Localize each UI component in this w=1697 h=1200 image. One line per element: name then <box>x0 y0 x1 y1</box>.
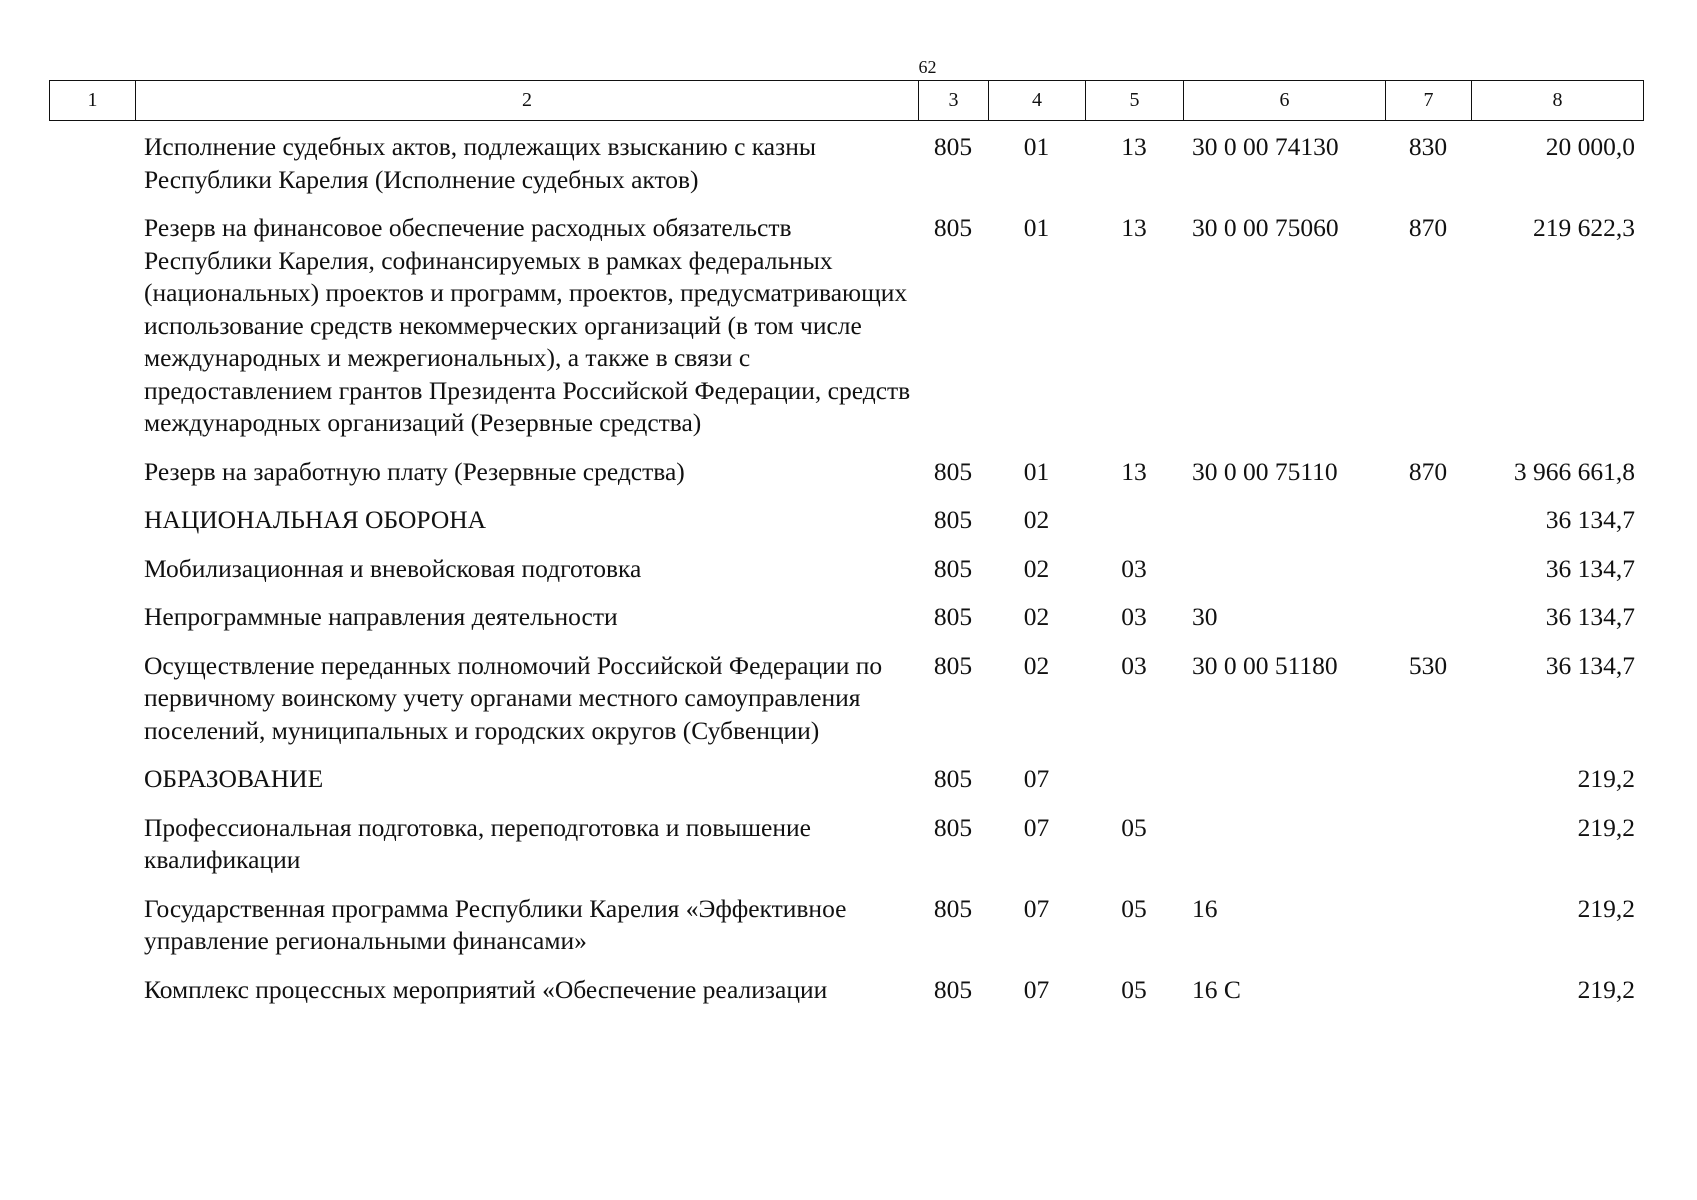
row-target-article <box>1183 812 1385 893</box>
row-subsection-code: 03 <box>1121 602 1147 631</box>
row-amount: 219,2 <box>1577 893 1635 923</box>
row-amount: 20 000,0 <box>1545 132 1635 161</box>
row-amount: 219,2 <box>1577 974 1635 1004</box>
row-section-code: 01 <box>1023 132 1050 161</box>
header-col-6: 6 <box>1184 81 1386 121</box>
row-name: Осуществление переданных полномочий Российской Федерации по первичному воинскому учету органами местного самоуправления поселений, муниципальных и городских округов (Субвенции) <box>144 650 883 745</box>
table-row <box>49 974 1643 1023</box>
row-target-article: 30 0 00 51180 <box>1192 650 1338 680</box>
header-col-3: 3 <box>919 81 989 121</box>
row-subsection-code: 05 <box>1121 893 1147 923</box>
row-subsection-code <box>1085 504 1183 553</box>
row-target-article: 30 0 00 75110 <box>1192 456 1338 486</box>
table-row <box>49 650 1643 764</box>
row-expense-type <box>1385 812 1471 893</box>
row-section-code: 07 <box>1023 974 1050 1004</box>
row-amount: 36 134,7 <box>1545 650 1635 680</box>
row-admin-code: 805 <box>933 650 973 680</box>
row-subsection-code: 03 <box>1121 553 1147 583</box>
row-subsection-code: 03 <box>1121 650 1147 680</box>
table-row <box>49 131 1643 212</box>
row-subsection-code <box>1085 763 1183 812</box>
row-target-article <box>1183 763 1385 812</box>
row-admin-code: 805 <box>933 213 973 242</box>
row-section-code: 02 <box>1023 650 1050 680</box>
row-target-article: 16 <box>1192 893 1218 923</box>
row-section-code: 07 <box>1023 893 1050 923</box>
header-col-8: 8 <box>1472 81 1644 121</box>
row-subsection-code: 13 <box>1121 456 1147 486</box>
row-amount: 219,2 <box>1577 764 1635 793</box>
row-name: Мобилизационная и вневойсковая подготовка <box>144 553 642 583</box>
row-admin-code: 805 <box>933 893 973 923</box>
page-number: 62 <box>918 57 937 77</box>
row-name: Непрограммные направления деятельности <box>144 602 618 631</box>
header-col-7: 7 <box>1386 81 1472 121</box>
row-expense-type <box>1385 893 1471 974</box>
header-col-1: 1 <box>50 81 136 121</box>
row-target-article: 30 <box>1192 602 1218 631</box>
row-admin-code: 805 <box>933 764 973 793</box>
row-amount: 36 134,7 <box>1545 553 1635 583</box>
row-name: Резерв на финансовое обеспечение расходных обязательств Республики Карелия, софинансируемых в рамках федеральных (национальных) проектов и программ, проектов, предусматривающих использование средств некоммерческих организаций (в том числе международных и межрегиональных), а также в связи с предоставлением грантов Президента Российской Федерации, средств международных организаций (Резервные средства) <box>144 213 911 437</box>
row-expense-type: 830 <box>1408 132 1448 161</box>
row-expense-type <box>1385 601 1471 650</box>
header-col-5: 5 <box>1086 81 1184 121</box>
table-row <box>49 456 1643 505</box>
row-subsection-code: 05 <box>1121 974 1147 1004</box>
table-row <box>49 893 1643 974</box>
row-admin-code: 805 <box>933 553 973 583</box>
row-target-article <box>1183 504 1385 553</box>
table-row <box>49 553 1643 602</box>
row-amount: 36 134,7 <box>1545 602 1635 631</box>
row-expense-type: 870 <box>1408 213 1448 242</box>
header-col-2: 2 <box>136 81 919 121</box>
row-expense-type <box>1385 553 1471 602</box>
table-row <box>49 212 1643 456</box>
row-amount: 219,2 <box>1577 812 1635 842</box>
row-target-article: 30 0 00 75060 <box>1192 213 1339 242</box>
row-section-code: 07 <box>1023 812 1050 842</box>
row-section-code: 01 <box>1023 213 1050 242</box>
row-subsection-code: 13 <box>1121 132 1147 161</box>
row-admin-code: 805 <box>933 132 973 161</box>
row-section-code: 02 <box>1023 505 1050 534</box>
row-name: Исполнение судебных актов, подлежащих взысканию с казны Республики Карелия (Исполнение судебных актов) <box>144 132 816 194</box>
row-name: Резерв на заработную плату (Резервные средства) <box>144 456 685 486</box>
row-admin-code: 805 <box>933 812 973 842</box>
row-subsection-code: 13 <box>1121 213 1147 242</box>
row-expense-type: 870 <box>1408 456 1448 486</box>
table-header <box>49 80 1644 121</box>
row-expense-type <box>1385 504 1471 553</box>
row-admin-code: 805 <box>933 974 973 1004</box>
row-amount: 3 966 661,8 <box>1513 456 1635 486</box>
header-col-4: 4 <box>989 81 1086 121</box>
row-admin-code: 805 <box>933 602 973 631</box>
row-expense-type <box>1385 974 1471 1023</box>
row-admin-code: 805 <box>933 505 973 534</box>
row-section-code: 01 <box>1023 456 1050 486</box>
row-name: Профессиональная подготовка, переподготовка и повышение квалификации <box>144 812 811 874</box>
table-row <box>49 601 1643 650</box>
budget-table <box>49 131 1643 1022</box>
row-amount: 219 622,3 <box>1533 213 1635 242</box>
table-row <box>49 504 1643 553</box>
row-admin-code: 805 <box>933 456 973 486</box>
row-amount: 36 134,7 <box>1545 505 1635 534</box>
row-section-code: 07 <box>1023 764 1050 793</box>
row-expense-type: 530 <box>1408 650 1448 680</box>
table-row <box>49 812 1643 893</box>
row-section-code: 02 <box>1023 602 1050 631</box>
row-section-code: 02 <box>1023 553 1050 583</box>
row-name: НАЦИОНАЛЬНАЯ ОБОРОНА <box>144 505 487 534</box>
row-target-article <box>1183 553 1385 602</box>
row-target-article: 16 С <box>1192 974 1241 1004</box>
table-row <box>49 763 1643 812</box>
row-name: ОБРАЗОВАНИЕ <box>144 764 324 793</box>
row-target-article: 30 0 00 74130 <box>1192 132 1339 161</box>
row-name: Государственная программа Республики Карелия «Эффективное управление региональными финансами» <box>144 893 847 955</box>
row-name: Комплекс процессных мероприятий «Обеспечение реализации <box>144 974 828 1004</box>
row-expense-type <box>1385 763 1471 812</box>
row-subsection-code: 05 <box>1121 812 1147 842</box>
